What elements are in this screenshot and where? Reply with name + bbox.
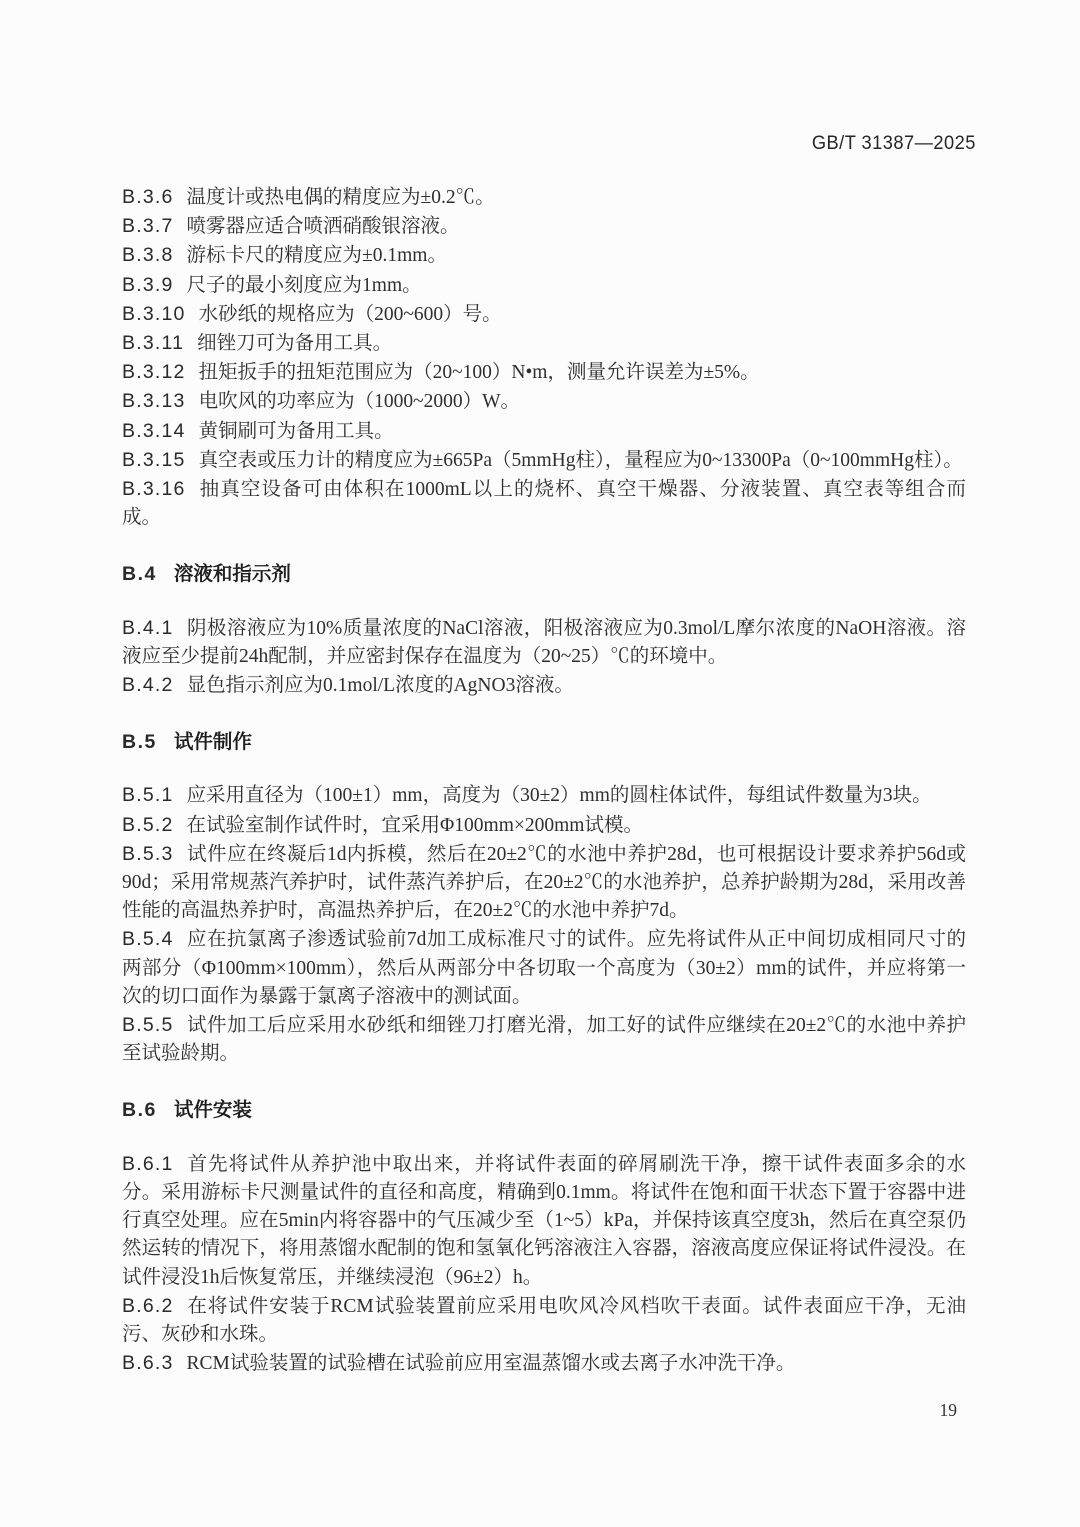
clause-b3-6 [122, 183, 966, 212]
page-number: 19 [939, 1400, 957, 1420]
clause-b6-3 [122, 1349, 966, 1378]
clause-number: B.3.7 [122, 215, 174, 238]
clause-b5-4 [122, 925, 966, 1011]
clause-text: 细锉刀可为备用工具。 [197, 333, 393, 355]
clause-b5-5 [122, 1011, 966, 1068]
clause-text: 温度计或热电偶的精度应为±0.2℃。 [186, 187, 495, 208]
clause-number: B.3.10 [122, 302, 186, 325]
clause-b5-2 [122, 811, 966, 840]
clause-number: B.5.2 [122, 813, 174, 836]
clause-number: B.6.2 [122, 1294, 174, 1317]
clause-b3-16 [122, 475, 966, 532]
clause-text: 黄铜刷可为备用工具。 [198, 420, 394, 442]
clause-b5-3 [122, 840, 966, 926]
clause-number: B.3.15 [122, 448, 186, 471]
clause-b3-15 [122, 446, 966, 475]
clause-number: B.3.11 [122, 332, 185, 355]
clause-number: B.5.4 [122, 928, 174, 951]
clause-number: B.6.1 [122, 1152, 174, 1175]
clause-number: B.3.13 [122, 390, 186, 413]
clause-number: B.3.8 [122, 244, 174, 267]
clause-text: 在将试件安装于RCM试验装置前应采用电吹风冷风档吹干表面。试件表面应干净，无油污、灰砂和水珠。 [122, 1295, 966, 1345]
clause-number: B.3.9 [122, 273, 174, 296]
section-heading-b6 [122, 1096, 966, 1124]
clause-number: B.3.16 [122, 478, 186, 501]
clause-b4-2 [122, 671, 966, 700]
clause-text: 显色指示剂应为0.1mol/L浓度的AgNO3溶液。 [186, 675, 574, 697]
clause-b3-8 [122, 241, 966, 270]
section-title: 试件制作 [173, 731, 252, 754]
section-number: B.5 [122, 731, 157, 754]
clause-b3-9 [122, 271, 966, 300]
clause-b6-1 [122, 1150, 966, 1292]
clause-number: B.3.12 [122, 361, 186, 384]
section-heading-b5 [122, 728, 966, 756]
section-number: B.4 [122, 563, 157, 586]
clause-text: 抽真空设备可由体积在1000mL以上的烧杯、真空干燥器、分液装置、真空表等组合而成。 [122, 479, 966, 529]
clause-text: 电吹风的功率应为（1000~2000）W。 [198, 391, 521, 413]
clause-text: 真空表或压力计的精度应为±665Pa（5mmHg柱），量程应为0~13300Pa（0~100mmHg柱）。 [198, 449, 963, 471]
clause-text: 阴极溶液应为10%质量浓度的NaCl溶液，阳极溶液应为0.3mol/L摩尔浓度的NaOH溶液。溶液应至少提前24h配制，并应密封保存在温度为（20~25）℃的环境中。 [122, 617, 966, 667]
clause-text: 水砂纸的规格应为（200~600）号。 [198, 303, 502, 325]
document-body [122, 183, 966, 1378]
section-number: B.6 [122, 1099, 157, 1122]
clause-text: 首先将试件从养护池中取出来，并将试件表面的碎屑刷洗干净，擦干试件表面多余的水分。采用游标卡尺测量试件的直径和高度，精确到0.1mm。将试件在饱和面干状态下置于容器中进行真空处理。应在5min内将容器中的气压减少至（1~5）kPa，并保持该真空度3h，然后在真空泵仍然运转的情况下，将用蒸馏水配制的饱和氢氧化钙溶液注入容器，溶液高度应保证将试件浸没。在试件浸没1h后恢复常压，并继续浸泡（96±2）h。 [122, 1153, 966, 1288]
clause-text: 试件应在终凝后1d内拆模，然后在20±2℃的水池中养护28d，也可根据设计要求养护56d或90d；采用常规蒸汽养护时，试件蒸汽养护后，在20±2℃的水池养护，总养护龄期为28d，采用改善性能的高温热养护时，高温热养护后，在20±2℃的水池中养护7d。 [122, 843, 966, 922]
clause-number: B.4.1 [122, 616, 174, 639]
clause-text: RCM试验装置的试验槽在试验前应用室温蒸馏水或去离子水冲洗干净。 [186, 1353, 796, 1375]
clause-number: B.4.2 [122, 674, 174, 697]
clause-b3-12 [122, 358, 966, 387]
clause-number: B.3.14 [122, 419, 186, 442]
clause-number: B.5.3 [122, 842, 174, 865]
clause-b3-11 [122, 329, 966, 358]
clause-number: B.3.6 [122, 186, 174, 208]
clause-b5-1 [122, 781, 966, 810]
clause-b3-14 [122, 417, 966, 446]
clause-number: B.5.5 [122, 1014, 174, 1037]
section-title: 溶液和指示剂 [173, 563, 291, 586]
doc-code-header: GB/T 31387—2025 [811, 133, 976, 154]
clause-text: 喷雾器应适合喷洒硝酸银溶液。 [186, 216, 460, 238]
clause-text: 在试验室制作试件时，宜采用Φ100mm×200mm试模。 [186, 814, 643, 836]
clause-text: 应在抗氯离子渗透试验前7d加工成标准尺寸的试件。应先将试件从正中间切成相同尺寸的两部分（Φ100mm×100mm），然后从两部分中各切取一个高度为（30±2）mm的试件，并应将第一次的切口面作为暴露于氯离子溶液中的测试面。 [122, 929, 966, 1007]
clause-text: 尺子的最小刻度应为1mm。 [186, 274, 422, 296]
clause-text: 试件加工后应采用水砂纸和细锉刀打磨光滑，加工好的试件应继续在20±2℃的水池中养护至试验龄期。 [122, 1015, 966, 1065]
clause-b3-13 [122, 387, 966, 416]
clause-number: B.5.1 [122, 784, 174, 807]
clause-b6-2 [122, 1292, 966, 1349]
clause-b3-10 [122, 300, 966, 329]
clause-text: 扭矩扳手的扭矩范围应为（20~100）N•m，测量允许误差为±5%。 [198, 362, 760, 384]
clause-b3-7 [122, 212, 966, 241]
section-title: 试件安装 [173, 1099, 252, 1122]
section-heading-b4 [122, 560, 966, 588]
clause-number: B.6.3 [122, 1352, 174, 1375]
clause-text: 应采用直径为（100±1）mm，高度为（30±2）mm的圆柱体试件，每组试件数量为3块。 [186, 785, 932, 807]
clause-text: 游标卡尺的精度应为±0.1mm。 [186, 245, 447, 267]
clause-b4-1 [122, 614, 966, 671]
